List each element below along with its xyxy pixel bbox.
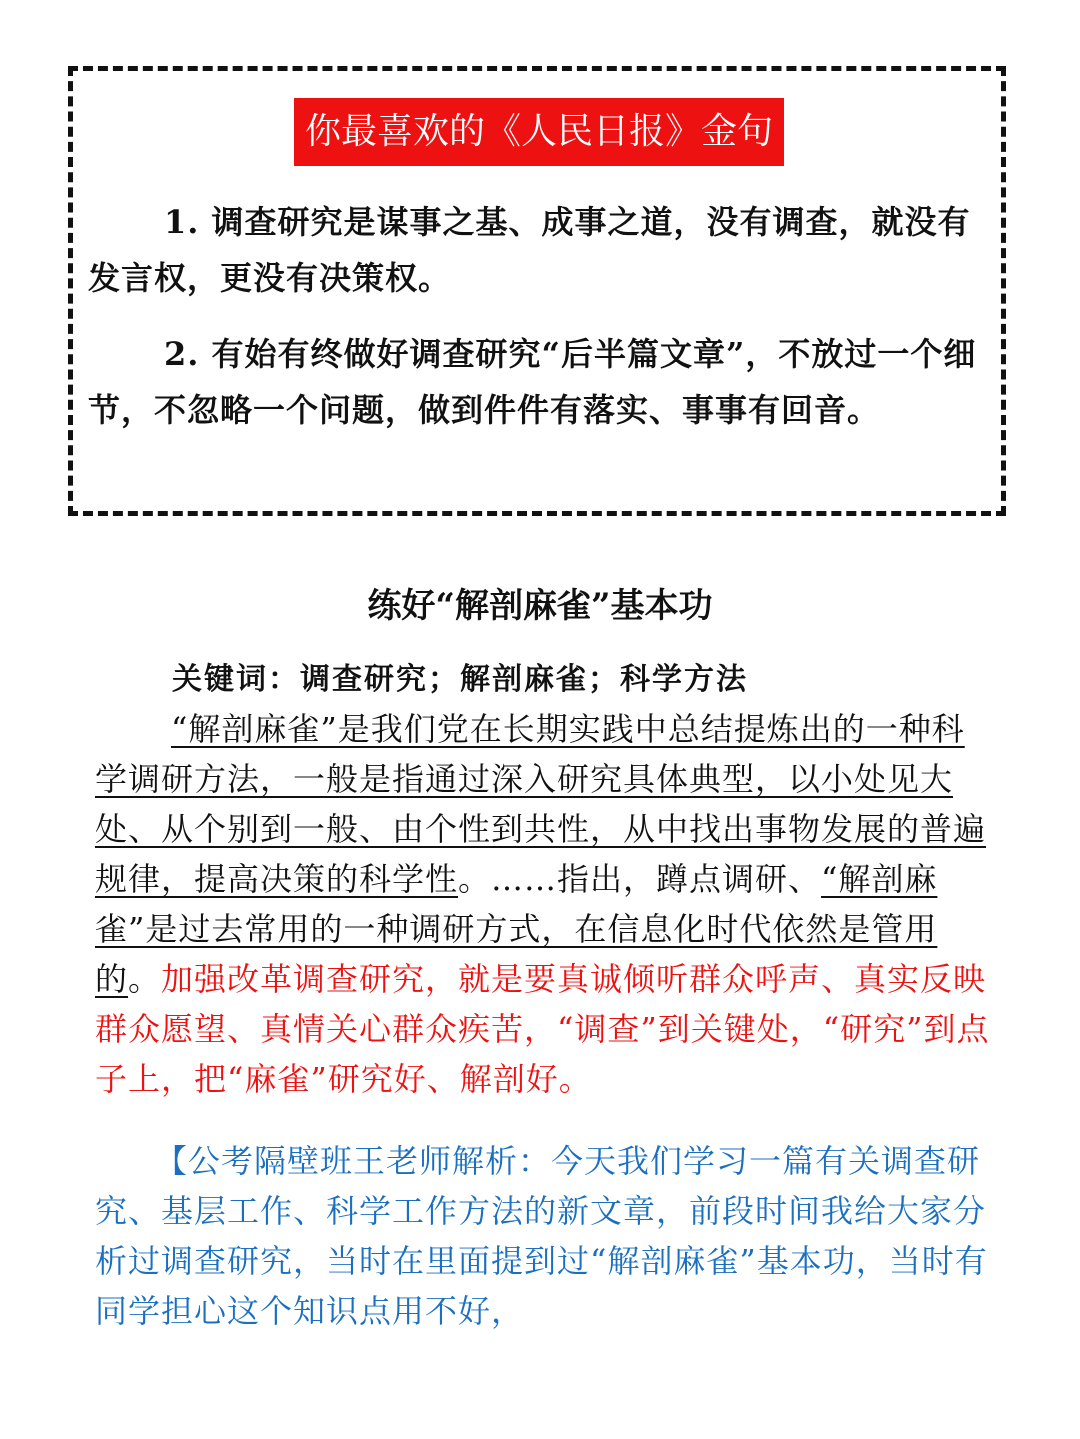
teacher-analysis-paragraph: 【公考隔壁班王老师解析：今天我们学习一篇有关调查研究、基层工作、科学工作方法的新文章，前段时间我给大家分析过调查研究，当时在里面提到过“解剖麻雀”基本功，当时有同学担心这个知识点用不好， [95,1142,988,1330]
highlighted-red-text: 加强改革调查研究，就是要真诚倾听群众呼声、真实反映群众愿望、真情关心群众疾苦，“调查”到关键处，“研究”到点子上，把“麻雀”研究好、解剖好。 [95,960,990,1098]
plain-text-1: 。……指出，蹲点调研、 [458,860,822,898]
underlined-text-2: “解剖麻雀”是过去常用的一种调研方式，在信息化时代依然是管用的 [95,860,938,998]
article-keywords: 关键词：调查研究；解剖麻雀；科学方法 [172,662,748,697]
quote-item-1: 1. 调查研究是谋事之基、成事之道，没有调查，就没有发言权，更没有决策权。 [88,203,971,297]
article-title: 练好“解剖麻雀”基本功 [367,586,713,626]
plain-text-2: 。 [128,960,162,998]
quote-item-2: 2. 有始有终做好调查研究“后半篇文章”，不放过一个细节，不忽略一个问题，做到件件有落实、事事有回音。 [88,335,977,429]
article-body-paragraph [95,704,995,1104]
quote-banner: 你最喜欢的《人民日报》金句 [294,98,784,166]
underlined-text-1: “解剖麻雀”是我们党在长期实践中总结提炼出的一种科学调研方法，一般是指通过深入研究具体典型，以小处见大处、从个别到一般、由个性到共性，从中找出事物发展的普遍规律，提高决策的科学性 [95,710,987,898]
